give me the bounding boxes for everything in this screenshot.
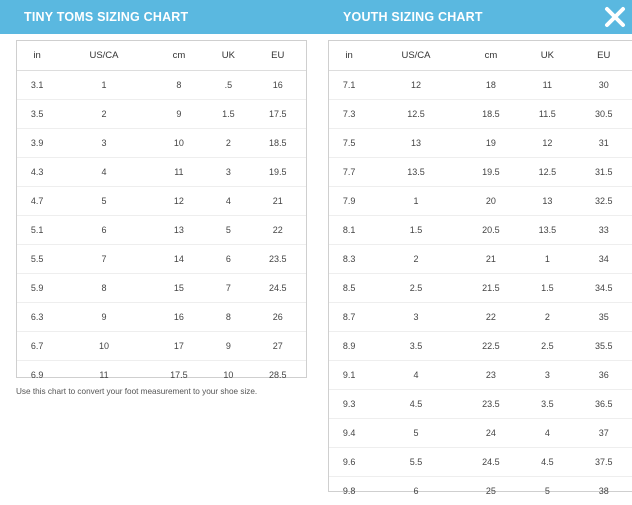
table-cell: 33 [576,216,632,245]
table-cell: 7.1 [329,71,369,100]
table-cell: 23 [463,361,519,390]
table-row [329,71,632,100]
table-cell: 5.5 [369,448,462,477]
table-cell: 19.5 [463,158,519,187]
table-cell: 1 [57,71,150,100]
table-cell: 2.5 [519,332,575,361]
header-bar [0,0,632,34]
table-cell: 5.5 [17,245,57,274]
table-cell: 12 [519,129,575,158]
table-cell: 8 [207,303,249,332]
table-cell: 8.9 [329,332,369,361]
table-cell: 24.5 [250,274,306,303]
table-row [17,187,306,216]
table-row [17,100,306,129]
table-cell: 3 [369,303,462,332]
table-cell: 5 [57,187,150,216]
table-row [329,245,632,274]
table-cell: 9.8 [329,477,369,505]
table-cell: 27 [250,332,306,361]
table-cell: 2 [369,245,462,274]
table-cell: 4.5 [369,390,462,419]
table-cell: 25 [463,477,519,505]
column-header: in [17,41,57,71]
table-row [329,187,632,216]
column-header: US/CA [57,41,150,71]
table-cell: 3 [519,361,575,390]
table-cell: 17.5 [250,100,306,129]
table-cell: 34.5 [576,274,632,303]
table-cell: 21.5 [463,274,519,303]
table-cell: 13 [519,187,575,216]
table-row [329,129,632,158]
table-cell: 2.5 [369,274,462,303]
table-cell: 5 [207,216,249,245]
table-cell: 5.9 [17,274,57,303]
table-cell: 5 [369,419,462,448]
table-cell: 2 [207,129,249,158]
table-cell: 4 [207,187,249,216]
table-cell: 9.3 [329,390,369,419]
table-cell: 13.5 [369,158,462,187]
close-button[interactable] [602,4,628,30]
table-cell: 11.5 [519,100,575,129]
table-cell: 22 [250,216,306,245]
table-cell: 19.5 [250,158,306,187]
table-cell: 4.5 [519,448,575,477]
table-row [17,71,306,100]
table-cell: 7.9 [329,187,369,216]
close-icon [602,4,628,30]
table-header-row [17,41,306,71]
table-cell: 24 [463,419,519,448]
table-cell: 6 [369,477,462,505]
table-cell: 31 [576,129,632,158]
table-cell: 6.3 [17,303,57,332]
table-row [329,390,632,419]
tiny-toms-table [17,41,306,389]
table-cell: 34 [576,245,632,274]
table-cell: 3.9 [17,129,57,158]
table-cell: 3 [207,158,249,187]
table-cell: 1.5 [519,274,575,303]
table-cell: 22.5 [463,332,519,361]
table-cell: 7 [207,274,249,303]
table-cell: 18 [463,71,519,100]
table-row [329,100,632,129]
table-cell: 18.5 [463,100,519,129]
column-header: UK [207,41,249,71]
table-cell: 37 [576,419,632,448]
table-cell: 28.5 [250,361,306,390]
table-cell: 9 [207,332,249,361]
table-cell: 2 [57,100,150,129]
tiny-toms-title: TINY TOMS SIZING CHART [24,10,188,24]
table-cell: 3.1 [17,71,57,100]
table-cell: 8.7 [329,303,369,332]
table-cell: 13 [369,129,462,158]
table-row [329,274,632,303]
column-header: EU [250,41,306,71]
table-cell: 7.7 [329,158,369,187]
table-cell: 35 [576,303,632,332]
table-cell: 5.1 [17,216,57,245]
table-cell: 12.5 [369,100,462,129]
table-cell: 4.3 [17,158,57,187]
table-cell: 3.5 [17,100,57,129]
table-cell: 11 [519,71,575,100]
table-cell: 10 [207,361,249,390]
youth-chart [328,40,632,492]
column-header: cm [463,41,519,71]
table-cell: 36 [576,361,632,390]
table-row [329,158,632,187]
table-cell: 19 [463,129,519,158]
table-cell: 35.5 [576,332,632,361]
table-cell: 4 [519,419,575,448]
table-cell: 3 [57,129,150,158]
column-header: UK [519,41,575,71]
table-cell: 9.6 [329,448,369,477]
table-cell: 6 [57,216,150,245]
table-row [17,303,306,332]
table-row [329,216,632,245]
table-cell: 21 [250,187,306,216]
table-cell: 16 [151,303,207,332]
youth-table [329,41,632,505]
table-row [329,448,632,477]
table-cell: 20 [463,187,519,216]
table-row [17,129,306,158]
table-cell: 1.5 [369,216,462,245]
table-cell: 38 [576,477,632,505]
table-cell: 8 [151,71,207,100]
table-cell: 20.5 [463,216,519,245]
table-cell: 23.5 [463,390,519,419]
tiny-toms-chart [16,40,307,378]
table-cell: 15 [151,274,207,303]
table-cell: 30.5 [576,100,632,129]
table-cell: 31.5 [576,158,632,187]
table-cell: 12 [151,187,207,216]
table-cell: 8.5 [329,274,369,303]
table-cell: 4 [369,361,462,390]
table-row [17,216,306,245]
table-cell: 6.9 [17,361,57,390]
table-cell: 7 [57,245,150,274]
table-cell: 8.3 [329,245,369,274]
table-cell: 26 [250,303,306,332]
table-row [329,419,632,448]
table-cell: .5 [207,71,249,100]
table-row [329,477,632,505]
table-cell: 3.5 [369,332,462,361]
table-cell: 22 [463,303,519,332]
table-cell: 30 [576,71,632,100]
youth-title: YOUTH SIZING CHART [343,10,483,24]
table-row [17,332,306,361]
table-cell: 8 [57,274,150,303]
table-cell: 2 [519,303,575,332]
table-cell: 1.5 [207,100,249,129]
table-cell: 32.5 [576,187,632,216]
column-header: cm [151,41,207,71]
table-row [17,274,306,303]
table-row [329,332,632,361]
column-header: in [329,41,369,71]
table-cell: 6 [207,245,249,274]
table-cell: 4 [57,158,150,187]
table-cell: 13.5 [519,216,575,245]
table-cell: 9 [57,303,150,332]
table-row [17,361,306,390]
table-cell: 11 [57,361,150,390]
table-header-row [329,41,632,71]
table-row [17,158,306,187]
table-cell: 8.1 [329,216,369,245]
table-row [17,245,306,274]
table-cell: 1 [519,245,575,274]
table-cell: 11 [151,158,207,187]
column-header: US/CA [369,41,462,71]
table-cell: 14 [151,245,207,274]
table-cell: 5 [519,477,575,505]
table-cell: 24.5 [463,448,519,477]
table-cell: 9 [151,100,207,129]
table-cell: 17.5 [151,361,207,390]
table-row [329,303,632,332]
table-cell: 12 [369,71,462,100]
table-cell: 7.3 [329,100,369,129]
table-cell: 9.4 [329,419,369,448]
table-cell: 9.1 [329,361,369,390]
table-cell: 37.5 [576,448,632,477]
table-cell: 7.5 [329,129,369,158]
table-cell: 1 [369,187,462,216]
table-cell: 4.7 [17,187,57,216]
table-cell: 18.5 [250,129,306,158]
column-header: EU [576,41,632,71]
chart-footnote: Use this chart to convert your foot measurement to your shoe size. [16,387,257,396]
table-cell: 3.5 [519,390,575,419]
table-cell: 16 [250,71,306,100]
table-cell: 36.5 [576,390,632,419]
table-cell: 12.5 [519,158,575,187]
table-cell: 21 [463,245,519,274]
table-row [329,361,632,390]
table-cell: 6.7 [17,332,57,361]
table-cell: 17 [151,332,207,361]
table-cell: 10 [57,332,150,361]
table-cell: 23.5 [250,245,306,274]
table-cell: 13 [151,216,207,245]
table-cell: 10 [151,129,207,158]
